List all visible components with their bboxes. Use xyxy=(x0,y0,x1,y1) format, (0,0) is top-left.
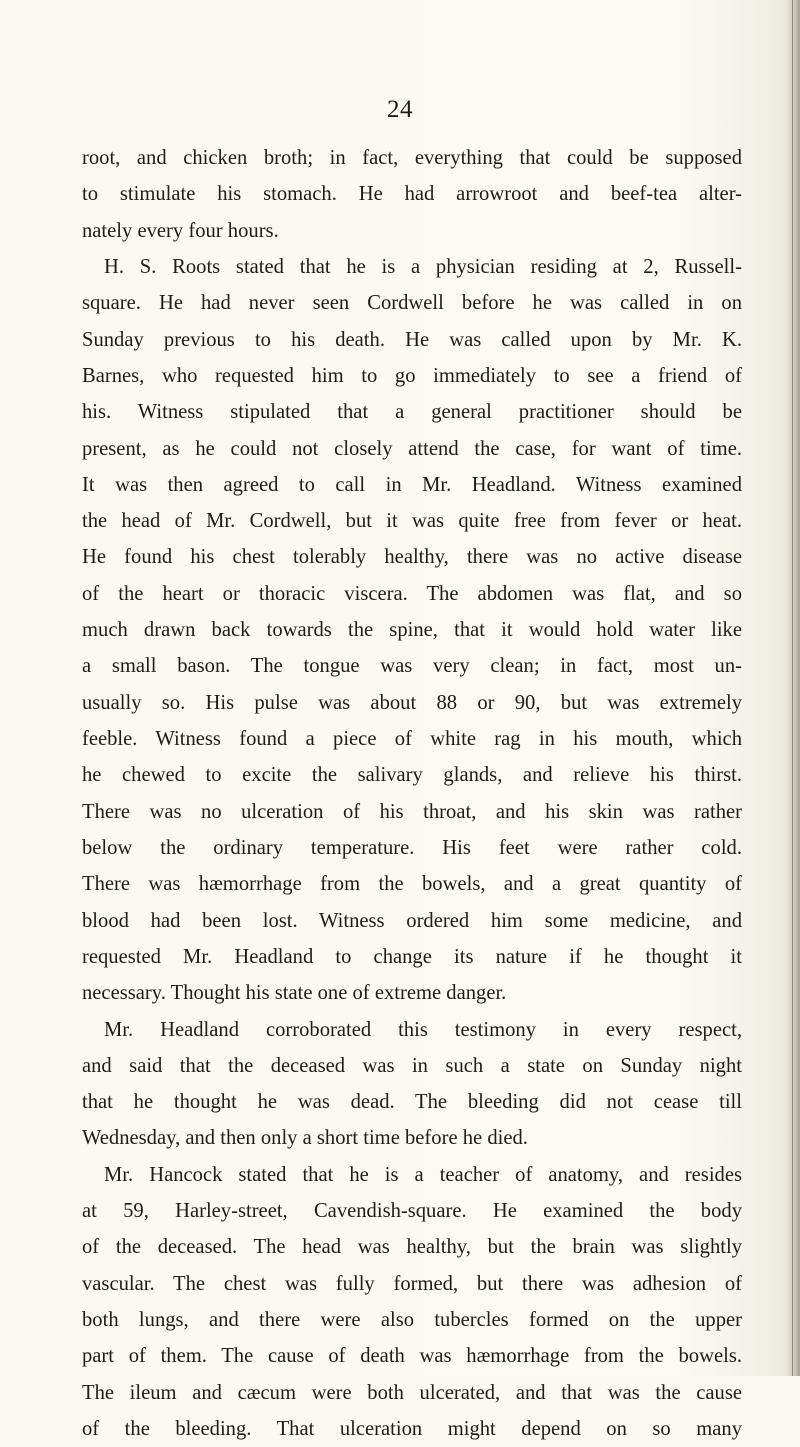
text-line: much drawn back towards the spine, that it would hold water like xyxy=(82,619,742,642)
text-line: and said that the deceased was in such a state on Sunday night xyxy=(82,1054,742,1077)
text-line: necessary. Thought his state one of extreme danger. xyxy=(82,982,507,1005)
paragraph xyxy=(82,249,742,1012)
text-line: Sunday previous to his death. He was called upon by Mr. K. xyxy=(82,328,742,351)
text-line: feeble. Witness found a piece of white rag in his mouth, which xyxy=(82,728,742,750)
text-line: of the heart or thoracic viscera. The abdomen was flat, and so xyxy=(82,582,742,605)
text-line: root, and chicken broth; in fact, everything that could be supposed xyxy=(82,147,742,169)
text-line: H. S. Roots stated that he is a physician residing at 2, Russell- xyxy=(104,255,742,278)
text-line: Wednesday, and then only a short time before he died. xyxy=(82,1127,528,1150)
text-line: Mr. Hancock stated that he is a teacher of anatomy, and resides xyxy=(104,1163,742,1186)
text-line: the head of Mr. Cordwell, but it was quite free from fever or heat. xyxy=(82,510,742,533)
paragraph xyxy=(82,1157,742,1447)
page-number: 24 xyxy=(387,96,413,123)
text-line: both lungs, and there were also tubercles formed on the upper xyxy=(82,1309,742,1331)
paragraph xyxy=(82,140,742,249)
text-line: a small bason. The tongue was very clean; in fact, most un- xyxy=(82,655,742,678)
text-line: He found his chest tolerably healthy, there was no active disease xyxy=(82,546,742,569)
text-line: part of them. The cause of death was hæmorrhage from the bowels. xyxy=(82,1345,742,1368)
text-line: There was no ulceration of his throat, and his skin was rather xyxy=(82,800,742,823)
text-line: There was hæmorrhage from the bowels, and a great quantity of xyxy=(82,873,742,896)
text-line: Barnes, who requested him to go immediately to see a friend of xyxy=(82,364,742,387)
text-line: It was then agreed to call in Mr. Headland. Witness examined xyxy=(82,473,742,496)
text-line: he chewed to excite the salivary glands, and relieve his thirst. xyxy=(82,764,742,787)
page-edge-line xyxy=(792,0,793,1376)
text-line: The ileum and cæcum were both ulcerated, and that was the cause xyxy=(82,1381,742,1404)
text-line: usually so. His pulse was about 88 or 90, but was extremely xyxy=(82,691,742,714)
page-edge-shadow xyxy=(786,0,800,1376)
text-line: requested Mr. Headland to change its nature if he thought it xyxy=(82,945,742,968)
text-line: of the deceased. The head was healthy, but the brain was slightly xyxy=(82,1236,742,1259)
paragraph xyxy=(82,1012,742,1157)
text-line: to stimulate his stomach. He had arrowroot and beef-tea alter- xyxy=(82,183,742,206)
text-line: at 59, Harley-street, Cavendish-square. He examined the body xyxy=(82,1200,742,1223)
text-line: blood had been lost. Witness ordered him some medicine, and xyxy=(82,909,742,932)
text-line: that he thought he was dead. The bleeding did not cease till xyxy=(82,1091,742,1114)
text-line: square. He had never seen Cordwell before he was called in on xyxy=(82,292,742,315)
text-line: nately every four hours. xyxy=(82,219,279,242)
text-line: below the ordinary temperature. His feet were rather cold. xyxy=(82,836,742,859)
text-line: his. Witness stipulated that a general practitioner should be xyxy=(82,401,742,424)
text-line: Mr. Headland corroborated this testimony in every respect, xyxy=(104,1018,742,1041)
text-line: present, as he could not closely attend the case, for want of time. xyxy=(82,437,742,460)
text-line: vascular. The chest was fully formed, but there was adhesion of xyxy=(82,1272,742,1295)
body-text xyxy=(82,140,742,1447)
text-line: of the bleeding. That ulceration might depend on so many xyxy=(82,1417,742,1440)
